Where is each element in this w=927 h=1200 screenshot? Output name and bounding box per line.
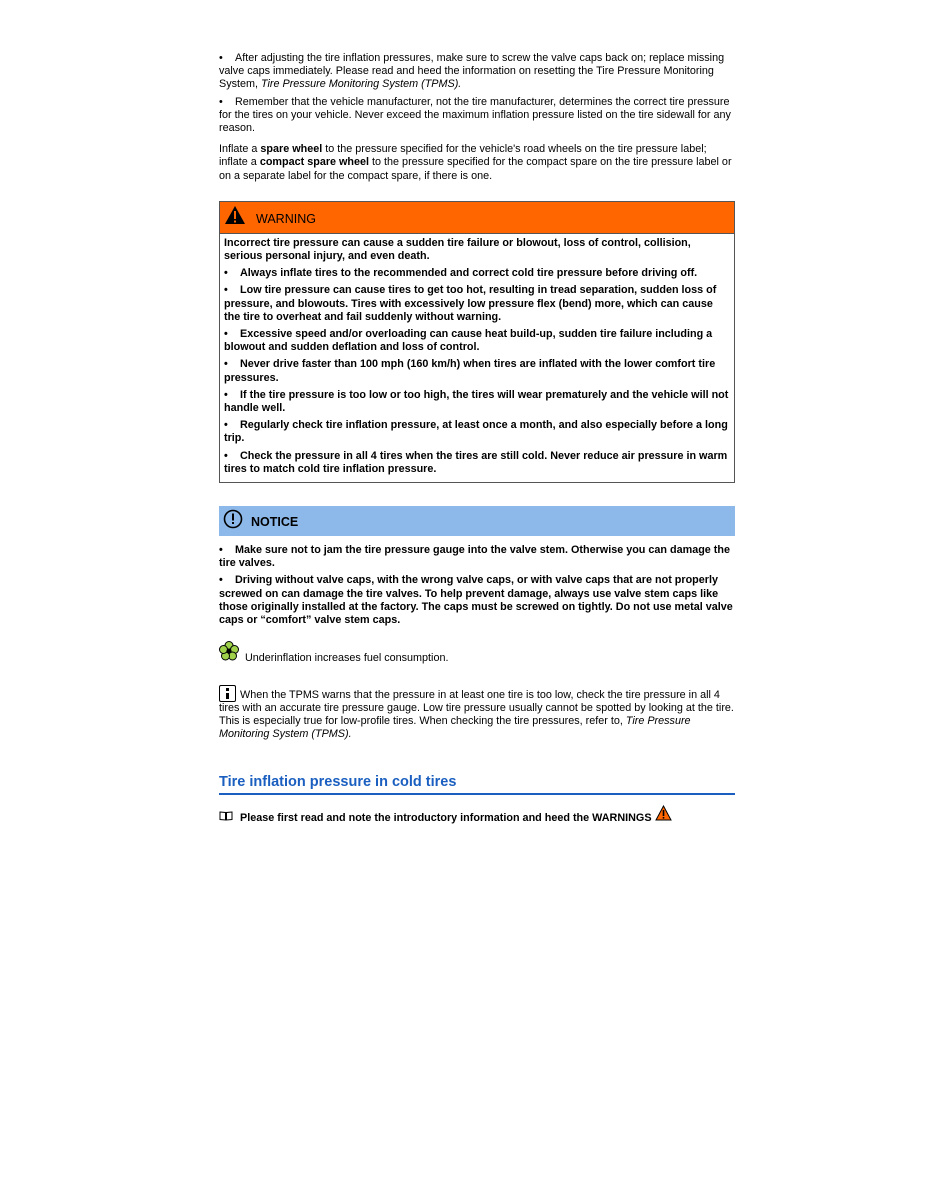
- eco-tip: [219, 641, 735, 665]
- notice-header: [219, 506, 735, 536]
- warning-header: [220, 202, 734, 234]
- read-first-note: [219, 805, 735, 825]
- warning-item: • Low tire pressure can cause tires to get too hot, resulting in tread separation, sudden loss of pressure, and blowouts. Tires with excessively low pressure flex (bend) more, which can cause the tire to overheat and fail suddenly without warning.: [224, 284, 717, 323]
- tpms-reference: Tire Pressure Monitoring System (TPMS).: [219, 714, 691, 741]
- intro-bullet-valve-caps: • After adjusting the tire inflation pressures, make sure to screw the valve caps back on; replace missing valve caps immediately. Please read and heed the information on resetting the Tire Pressure Monitoring System, Tire Pressure Monitoring System (TPMS).: [219, 52, 725, 91]
- eco-flower-icon: [219, 641, 239, 665]
- book-icon: [219, 810, 233, 825]
- warning-box: [219, 201, 735, 483]
- spare-wheel-paragraph: Inflate a spare wheel to the pressure specified for the vehicle's road wheels on the tire pressure label; inflate a compact spare wheel to the pressure specified for the compact spare on the tire pressure label or on a separate label for the compact spare, if there is one.: [219, 143, 732, 182]
- read-first-text: Please first read and note the introductory information and heed the WARNINGS: [240, 811, 652, 824]
- warning-title: WARNING: [256, 211, 316, 226]
- eco-tip-text: Underinflation increases fuel consumption.: [245, 652, 449, 665]
- warning-body: [220, 234, 734, 482]
- page-content: [219, 52, 735, 825]
- warning-item: • Always inflate tires to the recommended and correct cold tire pressure before driving off.: [224, 267, 698, 280]
- info-note: When the TPMS warns that the pressure in at least one tire is too low, check the tire pressure in all 4 tires with an accurate tire pressure gauge. Low tire pressure usually cannot be spotted by looking at the tire. This is especially true for low-profile tires. When checking the tire pressures, refer to, Tire Pressure Monitoring System (TPMS).: [219, 685, 735, 742]
- info-icon: [219, 685, 236, 702]
- notice-exclamation-icon: [223, 509, 243, 533]
- warning-triangle-icon[interactable]: [655, 805, 672, 825]
- warning-item: • Excessive speed and/or overloading can cause heat build-up, sudden tire failure including a blowout and sudden deflation and loss of control.: [224, 328, 713, 354]
- notice-title: NOTICE: [251, 515, 299, 530]
- notice-item: • Make sure not to jam the tire pressure gauge into the valve stem. Otherwise you can damage the tire valves.: [219, 544, 731, 570]
- warning-item: • Check the pressure in all 4 tires when the tires are still cold. Never reduce air pressure in warm tires to match cold tire inflation pressure.: [224, 449, 728, 475]
- warning-item: • Never drive faster than 100 mph (160 km/h) when tires are inflated with the lower comfort tire pressures.: [224, 358, 716, 384]
- warning-item: • If the tire pressure is too low or too high, the tires will wear prematurely and the vehicle will not handle well.: [224, 388, 729, 415]
- warning-item: • Regularly check tire inflation pressure, at least once a month, and also especially before a long trip.: [224, 419, 728, 445]
- notice-item: • Driving without valve caps, with the wrong valve caps, or with valve caps that are not properly screwed on can damage the tire valves. To help prevent damage, always use valve stem caps like those originally installed at the factory. The caps must be screwed on tightly. Do not use metal valve caps or “comfort” valve stem caps.: [219, 574, 733, 627]
- notice-body: [219, 536, 735, 627]
- tpms-reference: Tire Pressure Monitoring System (TPMS).: [261, 78, 462, 91]
- section-heading: Tire inflation pressure in cold tires: [219, 776, 735, 794]
- intro-bullet-manufacturer: • Remember that the vehicle manufacturer, not the tire manufacturer, determines the correct tire pressure for the tires on your vehicle. Never exceed the maximum inflation pressure listed on the tire sidewall for any reason.: [219, 95, 731, 135]
- warning-triangle-icon: [224, 205, 246, 229]
- warning-lead: Incorrect tire pressure can cause a sudden tire failure or blowout, loss of control, collision, serious personal injury, and even death.: [224, 236, 691, 263]
